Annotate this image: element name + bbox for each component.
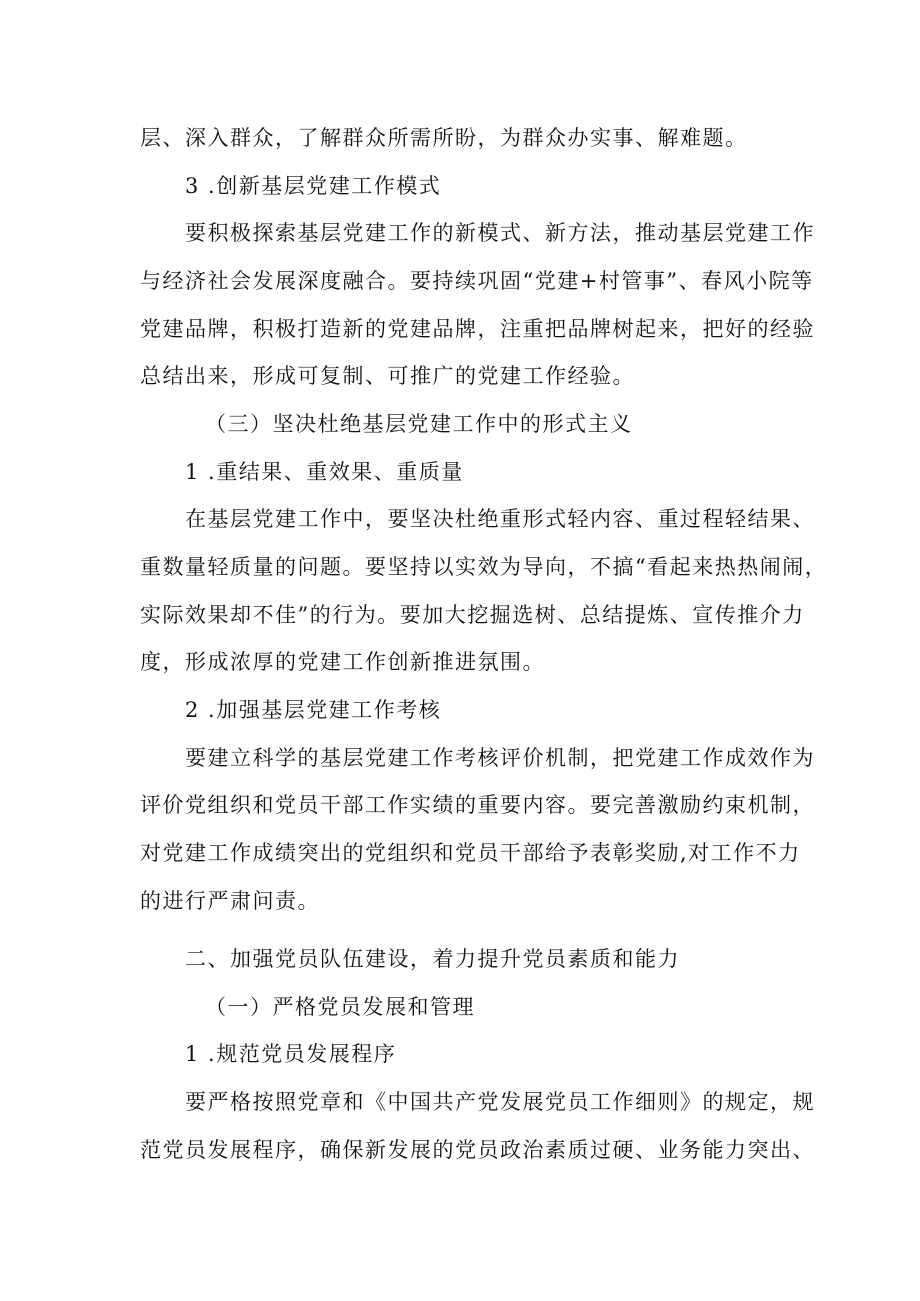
chapter-heading: 二、加强党员队伍建设，着力提升党员素质和能力	[185, 947, 680, 971]
body-text-line: 评价党组织和党员干部工作实绩的重要内容。要完善激励约束机制，	[140, 793, 815, 817]
body-text-line: 党建品牌，积极打造新的党建品牌，注重把品牌树起来，把好的经验	[140, 317, 815, 341]
body-text-line: 总结出来，形成可复制、可推广的党建工作经验。	[140, 364, 635, 388]
body-text-line: 层、深入群众，了解群众所需所盼，为群众办实事、解难题。	[140, 126, 748, 150]
section-heading: 2 .加强基层党建工作考核	[185, 698, 442, 722]
body-text-line: 度，形成浓厚的党建工作创新推进氛围。	[140, 650, 545, 674]
body-text-line: 与经济社会发展深度融合。要持续巩固“党建+村管事”、春风小院等	[140, 269, 814, 293]
body-text-line: 的进行严肃问责。	[140, 889, 320, 913]
body-text-line: 重数量轻质量的问题。要坚持以实效为导向，不搞“看起来热热闹闹，	[140, 555, 828, 579]
section-heading: （一）严格党员发展和管理	[205, 995, 475, 1019]
section-heading: 1 .重结果、重效果、重质量	[185, 460, 464, 484]
body-text-line: 在基层党建工作中，要坚决杜绝重形式轻内容、重过程轻结果、	[185, 507, 815, 531]
body-text-line: 要严格按照党章和《中国共产党发展党员工作细则》的规定，规	[185, 1090, 815, 1114]
body-text-line: 对党建工作成绩突出的党组织和党员干部给予表彰奖励,对工作不力	[140, 841, 801, 865]
body-text-line: 实际效果却不佳”的行为。要加大挖掘选树、总结提炼、宣传推介力	[140, 603, 805, 627]
section-heading: （三）坚决杜绝基层党建工作中的形式主义	[205, 412, 633, 436]
section-heading: 1 .规范党员发展程序	[185, 1042, 397, 1066]
body-text-line: 范党员发展程序，确保新发展的党员政治素质过硬、业务能力突出、	[140, 1138, 815, 1162]
section-heading: 3 .创新基层党建工作模式	[185, 174, 442, 198]
body-text-line: 要积极探索基层党建工作的新模式、新方法，推动基层党建工作	[185, 221, 815, 245]
body-text-line: 要建立科学的基层党建工作考核评价机制，把党建工作成效作为	[185, 746, 815, 770]
